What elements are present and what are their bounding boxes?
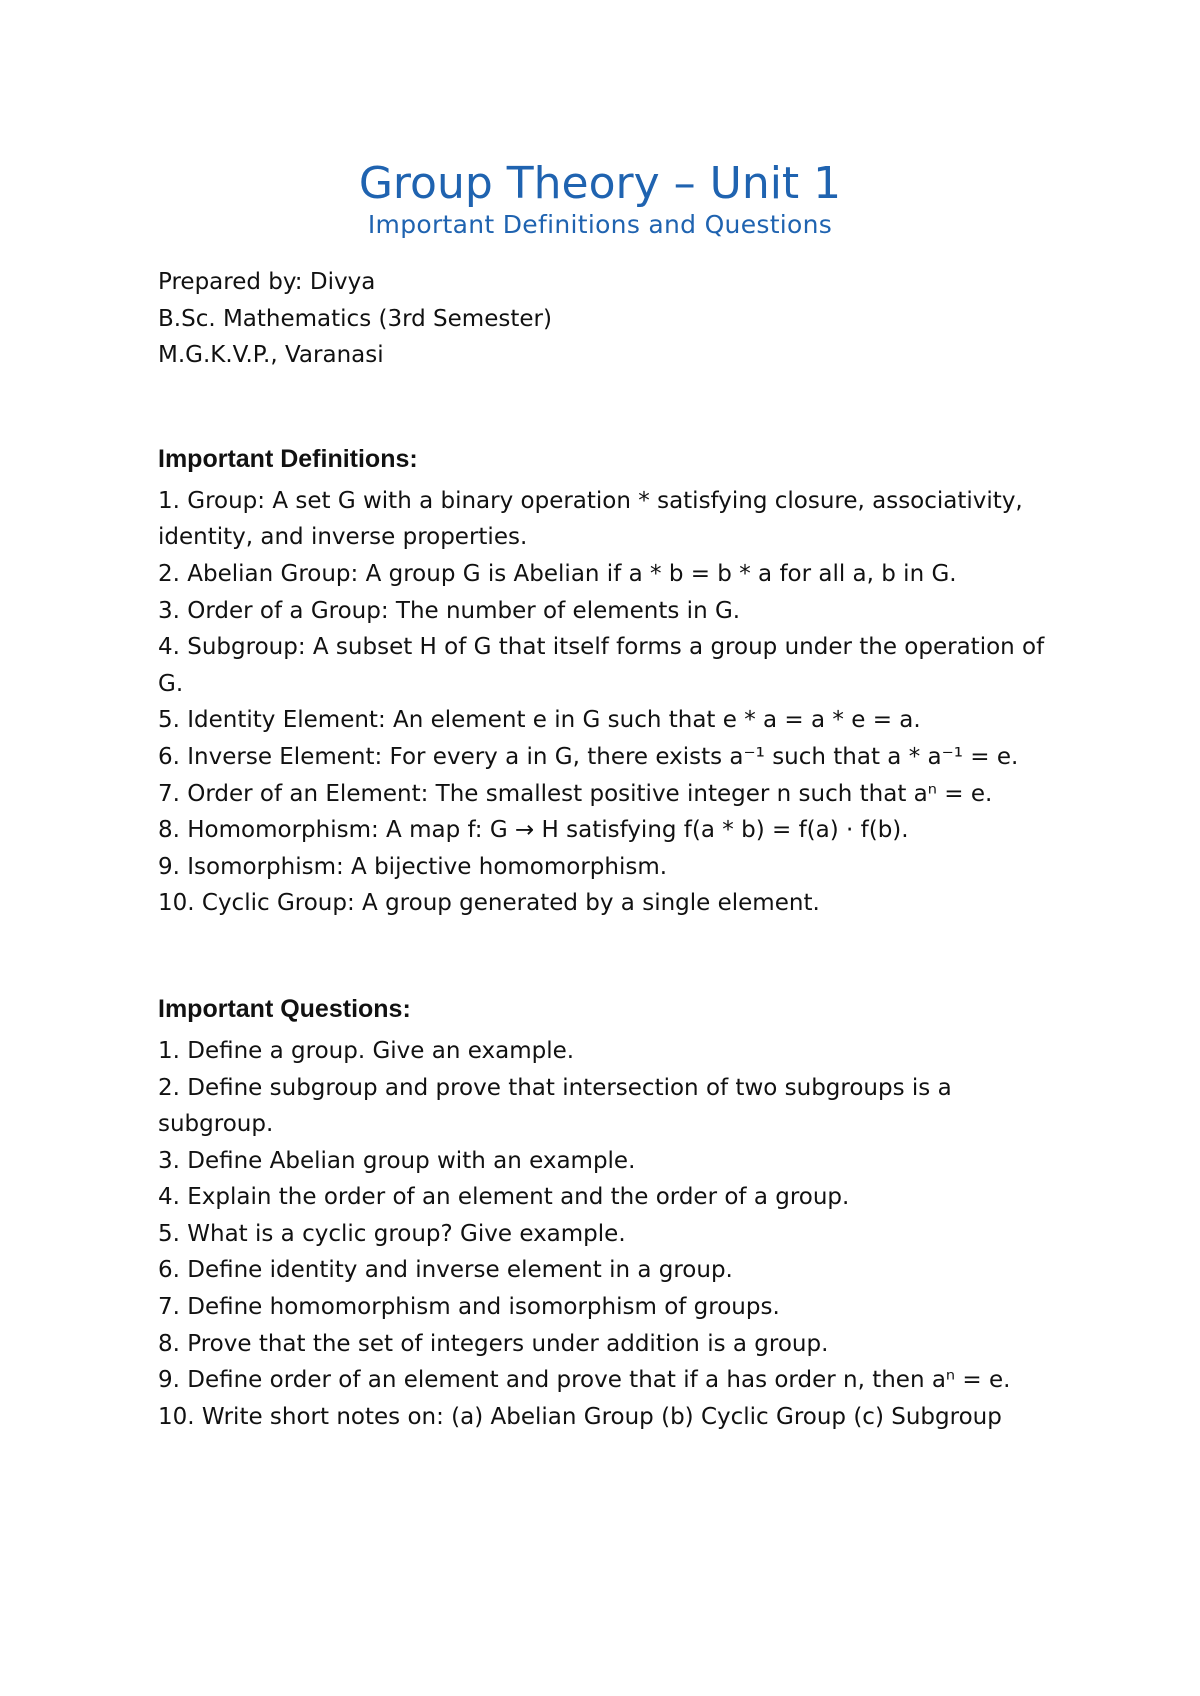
question-item: 10. Write short notes on: (a) Abelian Group (b) Cyclic Group (c) Subgroup xyxy=(158,1403,1002,1430)
definition-item: 1. Group: A set G with a binary operation * satisfying closure, associativity, identity, and inverse properties. xyxy=(158,487,1023,551)
question-item: 4. Explain the order of an element and the order of a group. xyxy=(158,1184,850,1211)
prepared-by: Prepared by: Divya xyxy=(158,269,376,295)
definition-item: 9. Isomorphism: A bijective homomorphism. xyxy=(158,853,668,880)
question-item: 5. What is a cyclic group? Give example. xyxy=(158,1220,626,1247)
definitions-heading: Important Definitions: xyxy=(158,444,418,473)
author-info xyxy=(158,264,1048,374)
question-item: 7. Define homomorphism and isomorphism of groups. xyxy=(158,1294,780,1321)
page-subtitle: Important Definitions and Questions xyxy=(367,210,833,239)
definition-item: 3. Order of a Group: The number of elements in G. xyxy=(158,597,741,624)
definition-item: 8. Homomorphism: A map f: G → H satisfying f(a * b) = f(a) · f(b). xyxy=(158,817,909,844)
questions-heading: Important Questions: xyxy=(158,994,411,1023)
question-item: 9. Define order of an element and prove that if a has order n, then aⁿ = e. xyxy=(158,1367,1011,1394)
question-item: 8. Prove that the set of integers under addition is a group. xyxy=(158,1330,829,1357)
institution-info: M.G.K.V.P., Varanasi xyxy=(158,342,384,369)
course-info: B.Sc. Mathematics (3rd Semester) xyxy=(158,305,552,332)
question-item: 3. Define Abelian group with an example. xyxy=(158,1147,636,1174)
definition-item: 10. Cyclic Group: A group generated by a single element. xyxy=(158,890,820,917)
definition-item: 6. Inverse Element: For every a in G, there exists a⁻¹ such that a * a⁻¹ = e. xyxy=(158,743,1019,770)
page-title: Group Theory – Unit 1 xyxy=(358,158,842,209)
question-item: 6. Define identity and inverse element in a group. xyxy=(158,1257,733,1284)
document-content xyxy=(158,264,1048,1435)
definition-item: 7. Order of an Element: The smallest positive integer n such that aⁿ = e. xyxy=(158,780,993,807)
definition-item: 5. Identity Element: An element e in G such that e * a = a * e = a. xyxy=(158,707,921,734)
definition-item: 2. Abelian Group: A group G is Abelian if a * b = b * a for all a, b in G. xyxy=(158,560,957,587)
definition-item: 4. Subgroup: A subset H of G that itself forms a group under the operation of G. xyxy=(158,634,1045,697)
question-item: 2. Define subgroup and prove that intersection of two subgroups is a subgroup. xyxy=(158,1074,952,1138)
questions-list xyxy=(158,1033,1048,1436)
title-block xyxy=(0,158,1200,240)
question-item: 1. Define a group. Give an example. xyxy=(158,1037,575,1064)
definitions-list xyxy=(158,483,1048,922)
